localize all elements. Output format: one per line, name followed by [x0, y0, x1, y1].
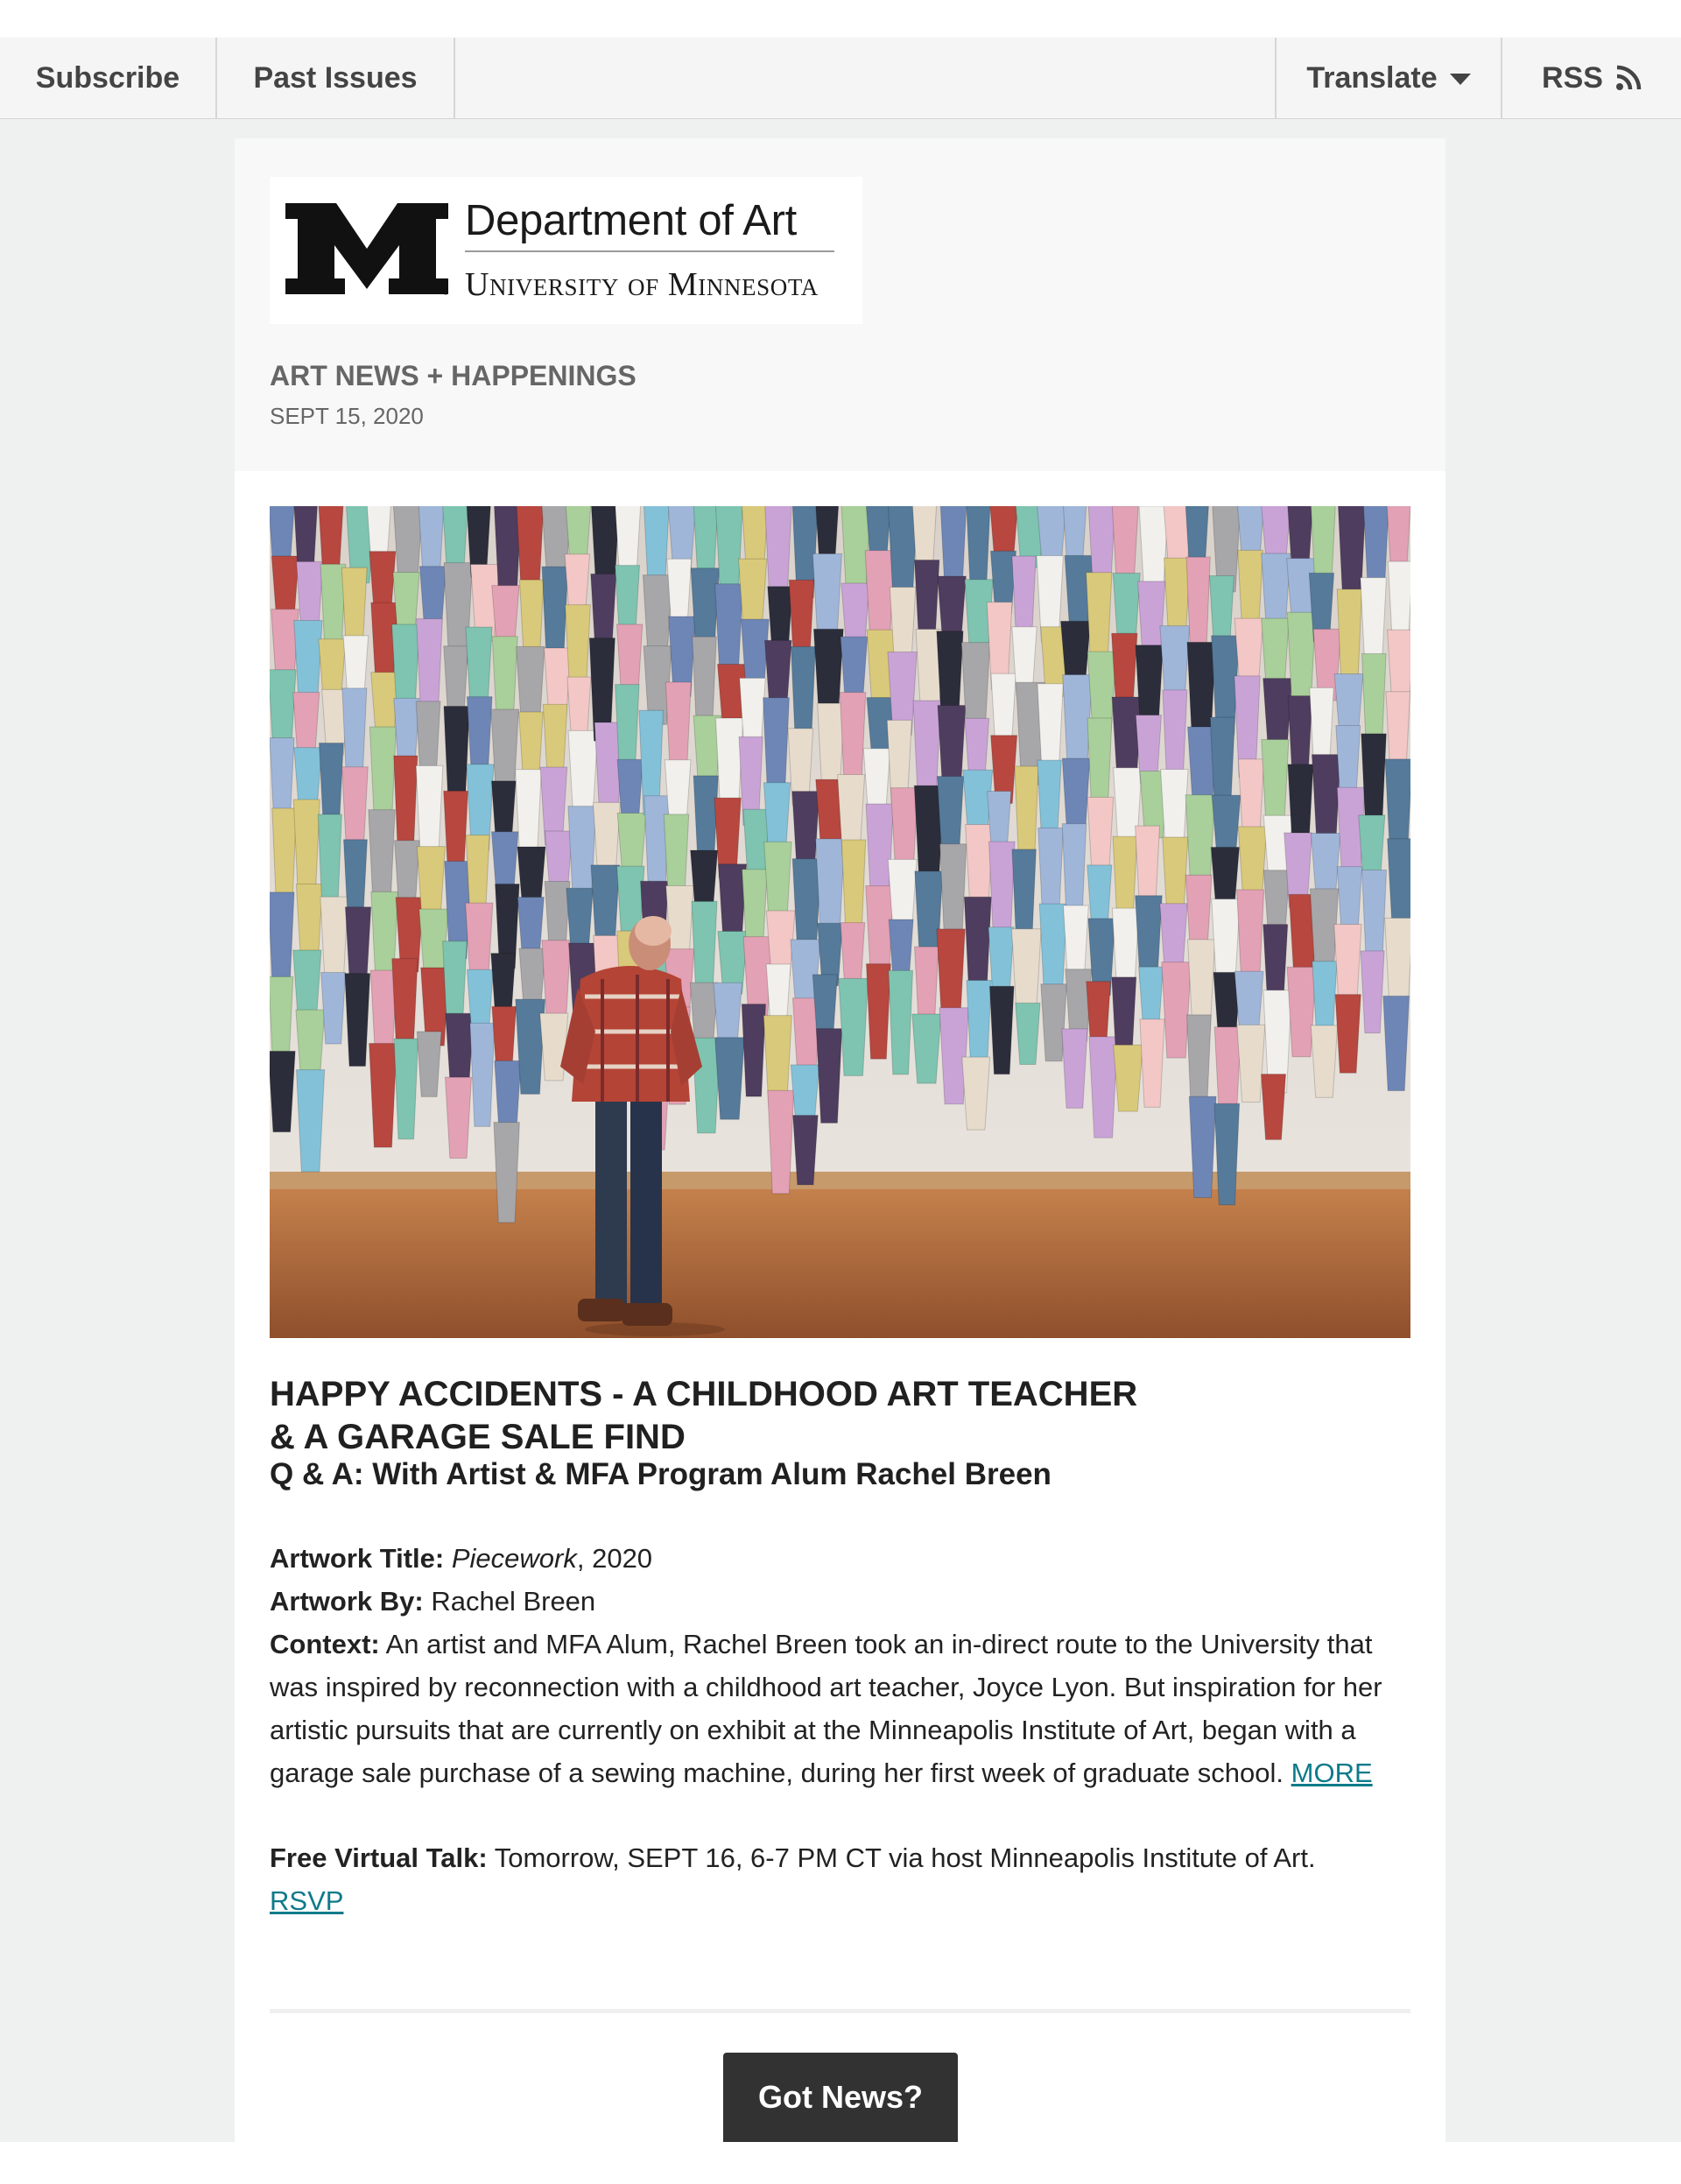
translate-label: Translate: [1306, 60, 1438, 95]
rsvp-link[interactable]: RSVP: [270, 1885, 344, 1916]
garment-piece: [321, 973, 346, 1044]
artwork-title-label: Artwork Title:: [270, 1543, 445, 1574]
garment-piece: [394, 1039, 418, 1139]
newsletter-title: ART NEWS + HAPPENINGS: [270, 360, 637, 391]
context-label: Context:: [270, 1629, 380, 1659]
email-header: [235, 138, 1445, 471]
artwork-by-label: Artwork By:: [270, 1586, 424, 1617]
logo-title: Department of Art: [465, 197, 797, 244]
garment-piece: [912, 1014, 941, 1083]
garment-piece: [417, 1032, 441, 1096]
block-m-logo-icon: [285, 203, 448, 296]
garment-piece: [866, 964, 890, 1060]
garment-piece: [1140, 1019, 1164, 1108]
artwork-by-line: [270, 1580, 1410, 1623]
garment-piece: [1016, 1003, 1040, 1064]
piecework-artwork-photo: [270, 506, 1410, 1338]
headline-line-2: & A GARAGE SALE FIND: [270, 1418, 686, 1456]
artwork-title-line: [270, 1537, 1410, 1580]
article-section: [235, 471, 1445, 2142]
artwork-by-value: Rachel Breen: [431, 1586, 596, 1617]
rss-icon: [1615, 65, 1642, 91]
garment-piece: [270, 1051, 295, 1131]
artwork-title-value: Piecework: [451, 1543, 577, 1574]
garment-piece: [715, 1038, 745, 1120]
garment-piece: [1383, 996, 1410, 1090]
context-paragraph: [270, 1623, 1410, 1794]
garment-piece: [1261, 1074, 1285, 1140]
talk-label: Free Virtual Talk:: [270, 1842, 488, 1873]
garment-piece: [1114, 1045, 1143, 1111]
garment-piece: [839, 978, 869, 1075]
garment-piece: [889, 970, 913, 1074]
department-logo[interactable]: [270, 177, 862, 324]
past-issues-link[interactable]: Past Issues: [217, 38, 455, 118]
garment-piece: [793, 1116, 819, 1185]
garment-piece: [296, 1070, 324, 1172]
garment-piece: [1189, 1096, 1216, 1197]
garment-piece: [989, 986, 1014, 1074]
top-navigation-bar: [0, 38, 1681, 119]
context-text: An artist and MFA Alum, Rachel Breen took an in-direct route to the University that was inspired by reconnection with a childhood art teacher, Joyce Lyon. But inspiration for her artistic pursuits that are currently on exhibit at the Minneapolis Institute of Art, began with a garage sale purchase of a sewing machine, during her first week of graduate school.: [270, 1629, 1382, 1788]
garment-piece: [1062, 1029, 1087, 1109]
talk-text: Tomorrow, SEPT 16, 6-7 PM CT via host Minneapolis Institute of Art.: [494, 1842, 1316, 1873]
garment-piece: [1214, 1103, 1240, 1205]
article-body: [270, 1537, 1410, 1922]
section-divider: [270, 2009, 1410, 2013]
garment-piece: [816, 1029, 841, 1124]
garment-piece: [494, 1123, 519, 1223]
article-subheadline: Q & A: With Artist & MFA Program Alum Rachel Breen: [270, 1457, 1052, 1491]
garment-piece: [445, 1077, 471, 1158]
logo-subtitle: University of Minnesota: [465, 266, 819, 303]
garment-piece: [1311, 1025, 1337, 1097]
garment-piece: [470, 1023, 495, 1126]
garment-piece: [962, 1057, 990, 1130]
artwork-year: , 2020: [576, 1543, 653, 1574]
garment-piece: [1287, 967, 1316, 1056]
got-news-button[interactable]: Got News?: [723, 2053, 958, 2142]
subscribe-link[interactable]: Subscribe: [0, 38, 217, 118]
headline-line-1: HAPPY ACCIDENTS - A CHILDHOOD ART TEACHER: [270, 1375, 1138, 1413]
more-link[interactable]: MORE: [1291, 1758, 1373, 1788]
caret-down-icon: [1450, 74, 1471, 85]
garment-piece: [1089, 1037, 1117, 1138]
garment-piece: [768, 1090, 794, 1194]
virtual-talk-paragraph: [270, 1836, 1410, 1922]
logo-divider: [465, 250, 834, 252]
garment-piece: [540, 1013, 568, 1081]
translate-dropdown[interactable]: [1275, 38, 1502, 118]
rss-link[interactable]: [1502, 38, 1681, 118]
garment-piece: [345, 974, 370, 1067]
garment-piece: [1162, 962, 1191, 1058]
article-headline: [270, 1373, 1410, 1459]
garment-piece: [1335, 995, 1361, 1074]
garment-piece: [742, 1004, 765, 1097]
garment-piece: [369, 1043, 397, 1147]
garment-piece: [1361, 951, 1384, 1033]
hero-image[interactable]: [270, 506, 1410, 1338]
garment-piece: [1237, 1025, 1265, 1102]
newsletter-date: SEPT 15, 2020: [270, 403, 424, 429]
rss-label: RSS: [1542, 60, 1603, 95]
